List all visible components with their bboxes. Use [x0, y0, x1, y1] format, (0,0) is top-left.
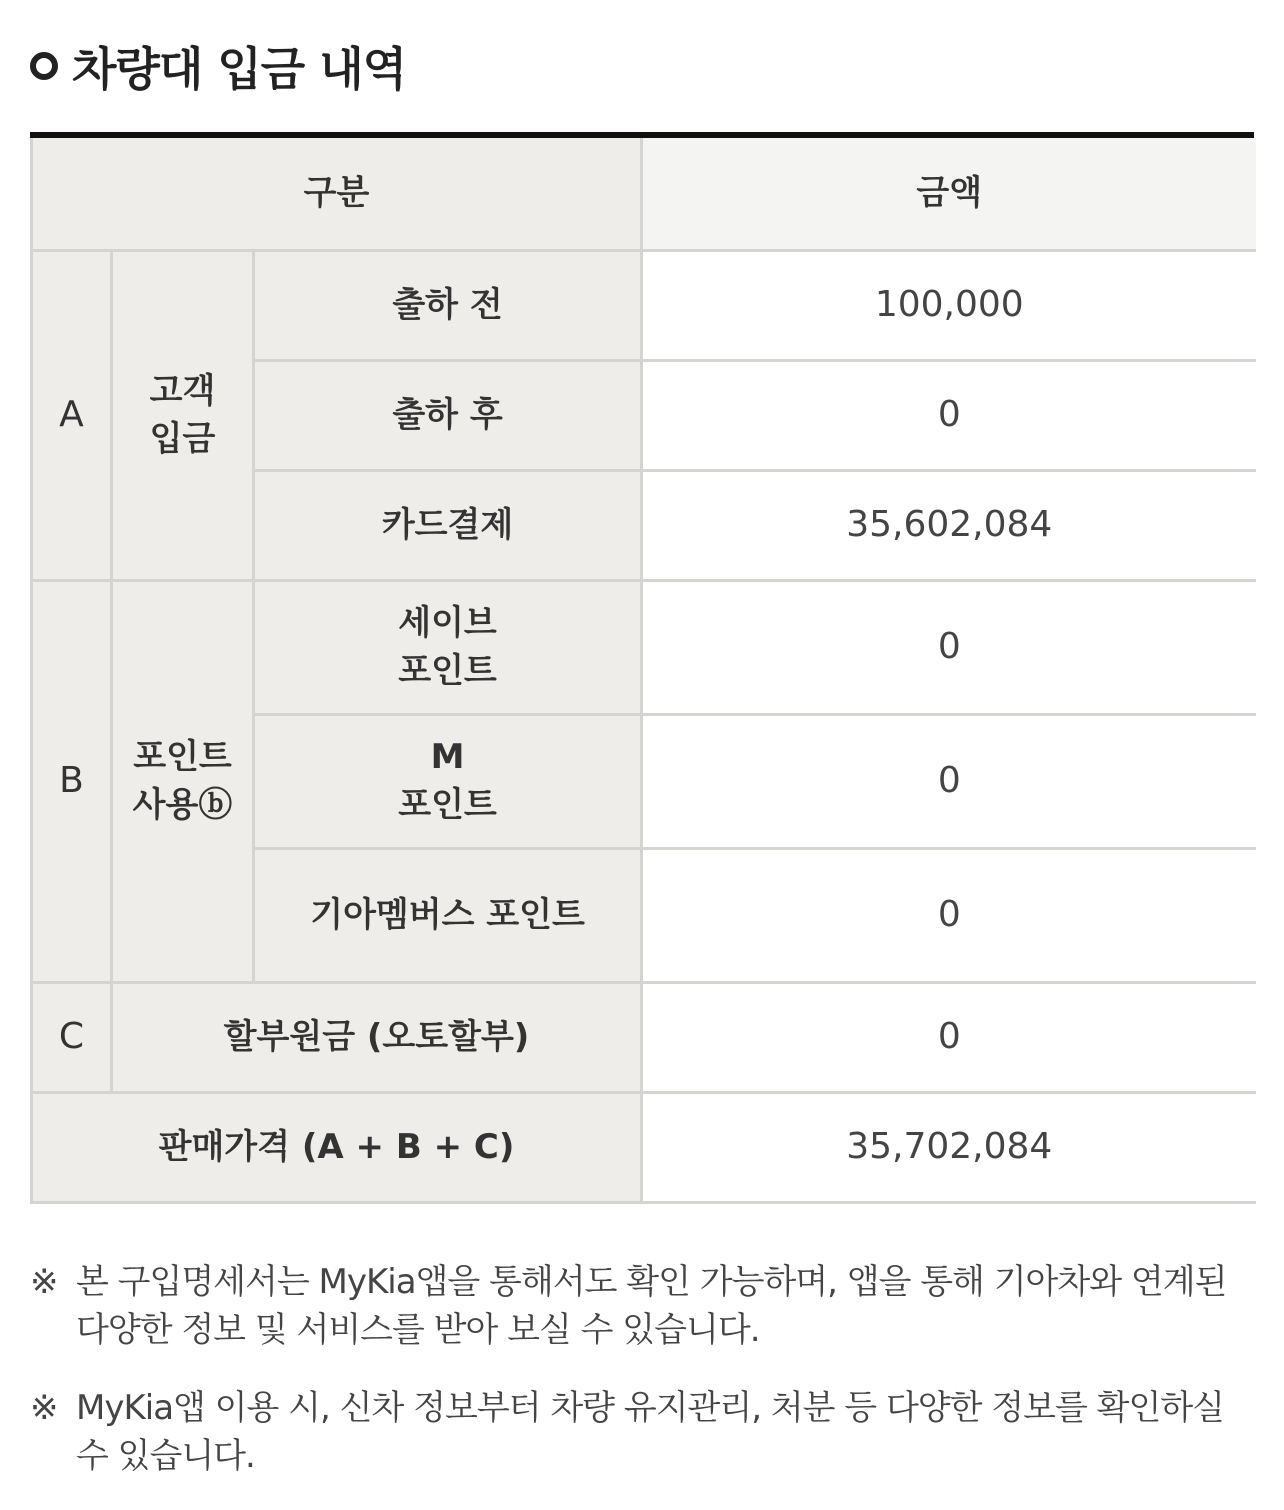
- header-category: 구분: [32, 138, 642, 250]
- table-header-row: [32, 138, 1256, 250]
- row-value: 0: [642, 580, 1256, 714]
- row-value: 0: [642, 982, 1256, 1092]
- note-text: MyKia앱 이용 시, 신차 정보부터 차량 유지관리, 처분 등 다양한 정보를 확인하실 수 있습니다.: [76, 1388, 1225, 1476]
- group-c-letter: C: [32, 982, 112, 1092]
- note-item: [30, 1384, 1254, 1480]
- group-a-letter: A: [32, 250, 112, 580]
- section-title: [30, 36, 406, 96]
- header-amount: 금액: [642, 138, 1256, 250]
- table-total-row: [32, 1092, 1256, 1202]
- circle-bullet-icon: [30, 52, 58, 80]
- row-label: M 포인트: [254, 714, 642, 848]
- row-value: 0: [642, 848, 1256, 982]
- row-value: 35,602,084: [642, 470, 1256, 580]
- row-value: 0: [642, 714, 1256, 848]
- total-value: 35,702,084: [642, 1092, 1256, 1202]
- notes: [30, 1258, 1254, 1510]
- row-label: 출하 전: [254, 250, 642, 360]
- note-mark: ※: [30, 1388, 58, 1428]
- table-row: [32, 580, 1256, 714]
- row-value: 100,000: [642, 250, 1256, 360]
- row-label: 출하 후: [254, 360, 642, 470]
- table-row: [32, 250, 1256, 360]
- row-label: 카드결제: [254, 470, 642, 580]
- table-row: [32, 982, 1256, 1092]
- section-title-text: 차량대 입금 내역: [72, 42, 407, 96]
- group-b-letter: B: [32, 580, 112, 982]
- group-a-label: 고객 입금: [112, 250, 254, 580]
- row-label: 할부원금 (오토할부): [112, 982, 642, 1092]
- group-b-label: 포인트 사용ⓑ: [112, 580, 254, 982]
- row-label: 기아멤버스 포인트: [254, 848, 642, 982]
- note-mark: ※: [30, 1262, 58, 1302]
- note-item: [30, 1258, 1254, 1354]
- total-label: 판매가격 (A + B + C): [32, 1092, 642, 1202]
- row-label: 세이브 포인트: [254, 580, 642, 714]
- payment-table: [30, 132, 1254, 1204]
- row-value: 0: [642, 360, 1256, 470]
- note-text: 본 구입명세서는 MyKia앱을 통해서도 확인 가능하며, 앱을 통해 기아차와 연계된 다양한 정보 및 서비스를 받아 보실 수 있습니다.: [76, 1262, 1227, 1350]
